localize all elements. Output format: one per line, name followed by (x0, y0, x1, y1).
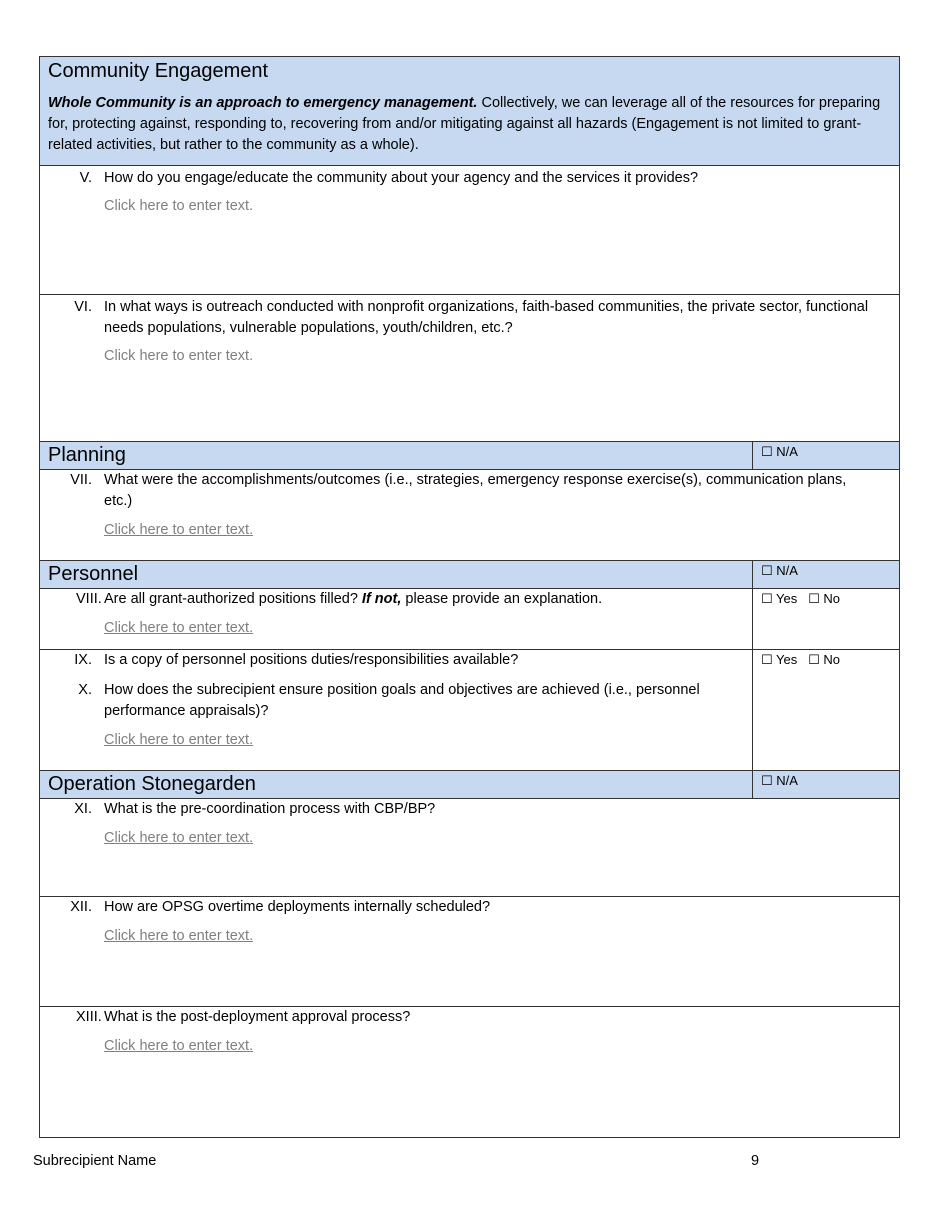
section-title-personnel: Personnel (48, 563, 139, 585)
answer-text-field[interactable]: Click here to enter text. (104, 198, 254, 214)
question-row-viii (40, 588, 899, 649)
footer-subrecipient-name: Subrecipient Name (33, 1153, 157, 1169)
question-number: XI. (74, 801, 92, 817)
operation-stonegarden-header (40, 770, 899, 798)
question-number: VI. (74, 299, 92, 315)
yes-no-checkboxes (761, 652, 840, 668)
question-row-v (40, 165, 899, 294)
question-row-vii (40, 469, 899, 560)
question-row-xii (40, 896, 899, 1006)
question-number: V. (79, 170, 92, 186)
question-text: Are all grant-authorized positions filled? If not, please provide an explanation. (104, 591, 603, 607)
answer-text-field[interactable]: Click here to enter text. (104, 830, 254, 846)
question-text: How do you engage/educate the community about your agency and the services it provides? (104, 170, 699, 186)
personnel-header (40, 560, 899, 588)
na-checkbox-personnel[interactable]: ☐ N/A (761, 563, 798, 578)
no-checkbox[interactable]: ☐ No (808, 652, 840, 667)
question-number: VII. (70, 472, 92, 488)
section-title-planning: Planning (48, 444, 126, 466)
question-text: What is the post-deployment approval process? (104, 1009, 411, 1025)
answer-text-field[interactable]: Click here to enter text. (104, 928, 254, 944)
community-engagement-header (40, 57, 899, 165)
planning-header (40, 441, 899, 469)
question-number: X. (78, 682, 92, 698)
question-text: How are OPSG overtime deployments internally scheduled? (104, 899, 491, 915)
yes-checkbox[interactable]: ☐ Yes (761, 591, 798, 606)
section-title-community-engagement: Community Engagement (48, 60, 269, 82)
intro-text: Collectively, we can leverage all of the resources for preparing for, protecting against, responding to, recovering from and/or mitigating against all hazards (Engagement is not limited to grant-related activities, but rather to the community as a whole). (48, 95, 881, 153)
question-number: VIII. (76, 591, 102, 607)
question-row-xiii (40, 1006, 899, 1137)
question-row-vi (40, 294, 899, 441)
question-text: Is a copy of personnel positions duties/responsibilities available? (104, 652, 519, 668)
question-text: What is the pre-coordination process with CBP/BP? (104, 801, 436, 817)
intro-emphasis: Whole Community is an approach to emergency management. (48, 95, 478, 111)
answer-text-field[interactable]: Click here to enter text. (104, 522, 254, 538)
community-engagement-intro (48, 93, 891, 156)
question-number: IX. (74, 652, 92, 668)
na-checkbox-planning[interactable]: ☐ N/A (761, 444, 798, 459)
answer-text-field[interactable]: Click here to enter text. (104, 620, 254, 636)
yes-no-checkboxes (761, 591, 840, 607)
question-row-ix-x (40, 649, 899, 770)
page-number: 9 (751, 1153, 760, 1169)
answer-text-field[interactable]: Click here to enter text. (104, 1038, 254, 1054)
question-text: What were the accomplishments/outcomes (i.e., strategies, emergency response exercise(s), communication plans, etc.) (104, 472, 847, 509)
answer-text-field[interactable]: Click here to enter text. (104, 348, 254, 364)
question-number: XIII. (76, 1009, 102, 1025)
question-number: XII. (70, 899, 92, 915)
question-text: In what ways is outreach conducted with nonprofit organizations, faith-based communities, the private sector, functional needs populations, vulnerable populations, youth/children, etc.? (104, 299, 869, 336)
question-row-xi (40, 798, 899, 896)
yes-checkbox[interactable]: ☐ Yes (761, 652, 798, 667)
no-checkbox[interactable]: ☐ No (808, 591, 840, 606)
assessment-form-table (39, 56, 900, 1138)
answer-text-field[interactable]: Click here to enter text. (104, 732, 254, 748)
question-text: How does the subrecipient ensure position goals and objectives are achieved (i.e., personnel performance appraisals)? (104, 682, 700, 719)
section-title-operation-stonegarden: Operation Stonegarden (48, 773, 256, 795)
na-checkbox-opsg[interactable]: ☐ N/A (761, 773, 798, 788)
